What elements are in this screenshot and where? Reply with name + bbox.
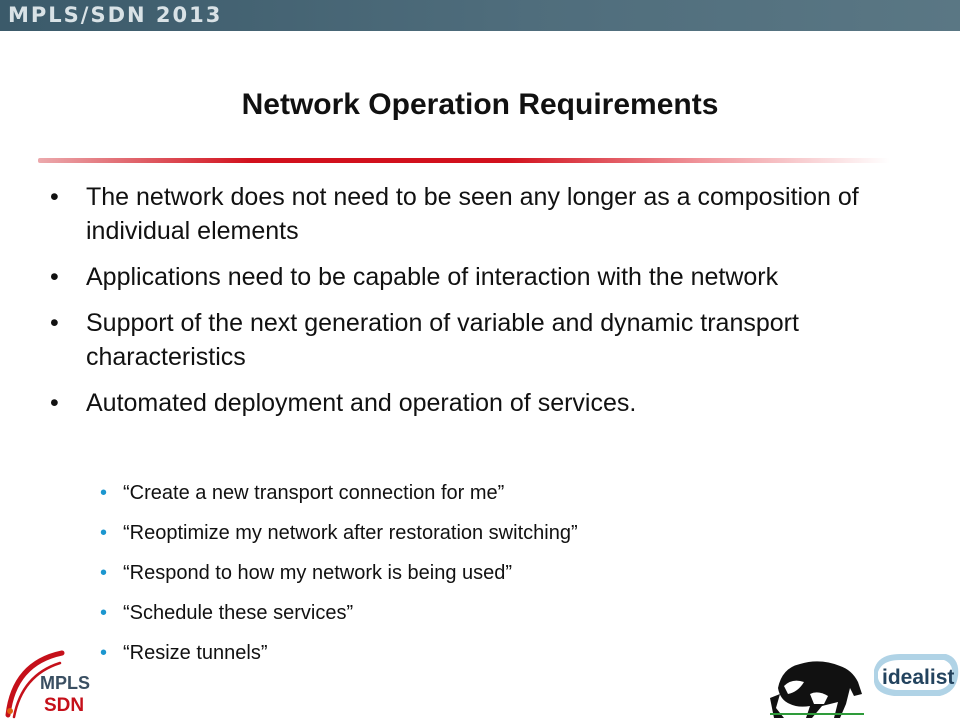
bullet-list: [50, 180, 880, 432]
conference-title: MPLS/SDN 2013: [8, 3, 223, 27]
title-divider: [38, 158, 890, 163]
bullet-item: [50, 306, 880, 374]
sub-bullet-item: [100, 481, 860, 505]
sub-bullet-item: [100, 641, 860, 665]
idealist-badge: [874, 654, 958, 696]
slide-title: Network Operation Requirements: [241, 88, 719, 121]
bullet-icon: •: [50, 389, 59, 417]
sub-bullet-item: [100, 601, 860, 625]
idealist-logo: [770, 648, 960, 720]
bullet-icon: •: [50, 263, 59, 291]
bullet-icon: •: [50, 309, 59, 337]
bullet-text: Automated deployment and operation of services.: [86, 389, 637, 417]
svg-text:idealist: idealist: [882, 666, 955, 689]
header-bar: [0, 0, 960, 31]
sub-bullet-item: [100, 521, 860, 545]
bullet-text: The network does not need to be seen any longer as a composition of individual elements: [86, 183, 859, 245]
bullet-text: Support of the next generation of variable and dynamic transport characteristics: [86, 309, 799, 371]
sub-bullet-icon: •: [100, 522, 108, 544]
dog-icon: [770, 661, 864, 718]
sub-bullet-text: “Reoptimize my network after restoration switching”: [123, 522, 578, 544]
sub-bullet-text: “Create a new transport connection for me”: [123, 482, 505, 504]
svg-text:SDN: SDN: [44, 695, 85, 716]
sub-bullet-list: [100, 481, 860, 681]
sub-bullet-text: “Resize tunnels”: [123, 642, 268, 664]
sub-bullet-icon: •: [100, 642, 108, 664]
sub-bullet-text: “Respond to how my network is being used”: [123, 562, 513, 584]
sub-bullet-icon: •: [100, 602, 108, 624]
sub-bullet-icon: •: [100, 562, 108, 584]
bullet-item: [50, 260, 880, 294]
bullet-icon: •: [50, 183, 59, 211]
sub-bullet-item: [100, 561, 860, 585]
bullet-text: Applications need to be capable of interaction with the network: [86, 263, 779, 291]
svg-text:MPLS: MPLS: [40, 673, 91, 693]
sub-bullet-text: “Schedule these services”: [123, 602, 354, 624]
bullet-item: [50, 180, 880, 248]
bullet-item: [50, 386, 880, 420]
sub-bullet-icon: •: [100, 482, 108, 504]
mpls-sdn-logo: [0, 645, 120, 720]
